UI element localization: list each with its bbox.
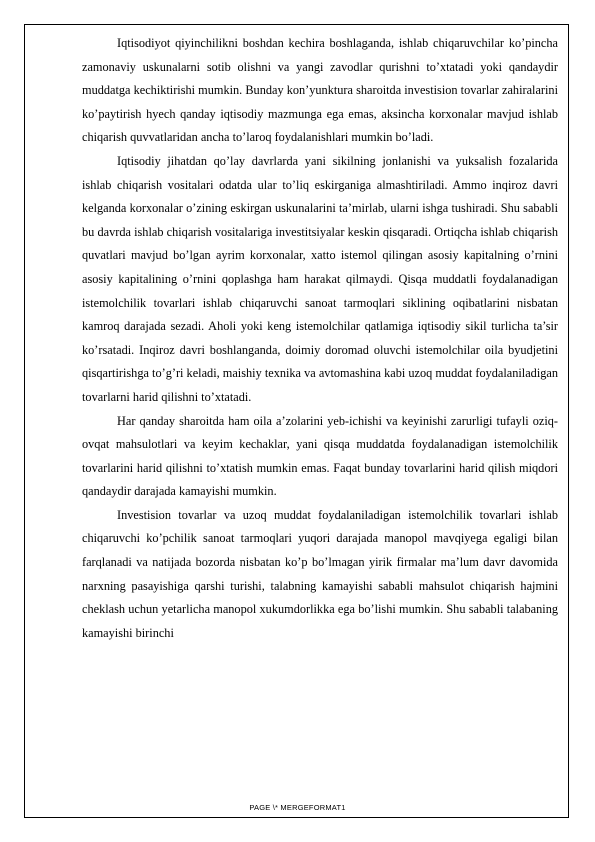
- paragraph-1: Iqtisodiyot qiyinchilikni boshdan kechira boshlaganda, ishlab chiqaruvchilar ko’pincha zamonaviy uskunalarni sotib olishni va yangi zavodlar qurishni to’xtatadi yoki qandaydir muddatga kechiktirishi mumkin. Bunday kon’yunktura sharoitda investision tovarlar zahiralarini ko’paytirish hyech qanday iqtisodiy mazmunga ega emas, aksincha korxonalar mavjud ishlab chiqarish quvvatlaridan ancha to’laroq foydalanishlari mumkin bo’ladi.: [82, 36, 558, 145]
- document-body: [82, 32, 558, 645]
- paragraph-4: Investision tovarlar va uzoq muddat foydalaniladigan istemolchilik tovarlari ishlab chiqaruvchi ko’pchilik sanoat tarmoqlari yuqori darajada manopol mavqiyega egaligi bilan farqlanadi va natijada bozorda nisbatan ko’p bo’lmagan yirik firmalar ma’lum davr davomida narxning pasayishiga qarshi turishi, talabning kamayishi sababli mahsulot chiqarish hajmini cheklash uchun yetarlicha manopol xukumdorlikka ega bo’lishi mumkin. Shu sababli talabaning kamayishi birinchi: [82, 507, 558, 640]
- paragraph-2: Iqtisodiy jihatdan qo’lay davrlarda yani sikilning jonlanishi va yuksalish fozalarida ishlab chiqarish vositalari odatda ular to’liq eskirganiga almashtiriladi. Ammo inqiroz davri kelganda korxonalar o’zining eskirgan uskunalarini ta’mirlab, ularni ishga tushiradi. Shu sababli bu davrda ishlab chiqarish vositalariga investitsiyalar keskin qisqaradi. Ortiqcha ishlab chiqarish quvatlari mavjud bo’lgan ayrim korxonalar, xatto istemol qilingan asosiy kapitalning o’rnini asosiy kapitalining o’rnini qoplashga ham harakat qilmaydi. Qisqa muddatli foydalanadigan istemolchilik tovarlari ishlab chiqaruvchi sanoat tarmoqlari siklining oqibatlarini nisbatan kamroq darajada sezadi. Aholi yoki keng istemolchilar qatlamiga iqtisodiy sikil turlicha ta’sir ko’rsatadi. Inqiroz davri boshlanganda, doimiy doromad oluvchi istemolchilar oila byudjetini qisqartirishga to’g’ri keladi, maishiy texnika va avtomashina kabi uzoq muddat foydalaniladigan tovarlarni harid qilishni to’xtatadi.: [82, 153, 558, 404]
- page-footer: PAGE \* MERGEFORMAT1: [249, 803, 346, 812]
- paragraph-3: Har qanday sharoitda ham oila a’zolarini yeb-ichishi va keyinishi zarurligi tufayli oziq-ovqat mahsulotlari va keyim kechaklar, yani qisqa muddatda foydalanadigan istemolchilik tovarlarini harid qilishni to’xtatish mumkin emas. Faqat bunday tovarlarini harid qilish miqdori qandaydir darajada kamayishi mumkin.: [82, 413, 558, 499]
